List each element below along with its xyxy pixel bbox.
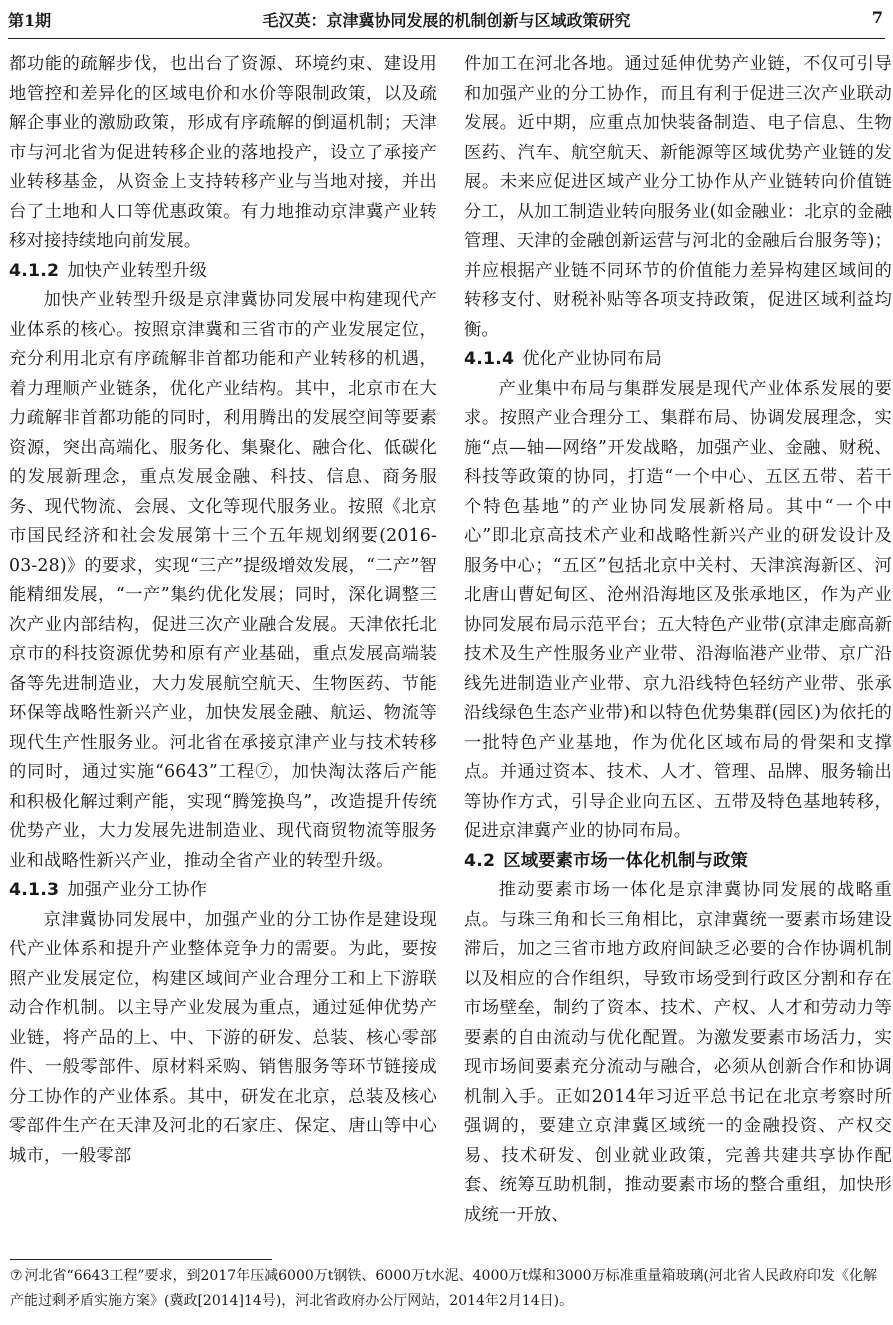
paragraph-text: ，加快淘汰落后产能和积极化解过剩产能，实现“腾笼换鸟”，改造提升传统优势产业，大力发展先进制造业、现代商贸物流等服务业和战略性新兴产业，推动全省产业的转型升级。 bbox=[9, 762, 437, 871]
section-heading-4-1-2 bbox=[9, 257, 437, 287]
running-header bbox=[0, 0, 893, 40]
paragraph: 推动要素市场一体化是京津冀协同发展的战略重点。与珠三角和长三角相比，京津冀统一要素市场建设滞后，加之三省市地方政府间缺乏必要的合作协调机制以及相应的合作组织，导致市场受到行政区分割和存在市场壁垒，制约了资本、技术、产权、人才和劳动力等要素的自由流动与优化配置。为激发要素市场活力，实现市场间要素充分流动与融合，必须从创新合作和协调机制入手。正如2014年习近平总书记在北京考察时所强调的，要建立京津冀区域统一的金融投资、产权交易、技术研发、创业就业政策，完善共建共享协作配套、统筹互助机制，推动要素市场的整合重组，加快形成统一开放、 bbox=[464, 880, 892, 1225]
section-number: 4.1.3 bbox=[9, 880, 60, 900]
section-number: 4.1.4 bbox=[464, 349, 515, 369]
paragraph: 京津冀协同发展中，加强产业的分工协作是建设现代产业体系和提升产业整体竞争力的需要。为此，要按照产业发展定位，构建区域间产业合理分工和上下游联动合作机制。以主导产业发展为重点，通过延伸优势产业链，将产品的上、中、下游的研发、总装、核心零部件、一般零部件、原材料采购、销售服务等环节链接成分工协作的产业体系。其中，研发在北京，总装及核心零部件生产在天津及河北的石家庄、保定、唐山等中心城市，一般零部 bbox=[9, 909, 437, 1166]
paragraph bbox=[9, 286, 437, 876]
footnote-divider bbox=[10, 1259, 272, 1260]
paragraph: 件加工在河北各地。通过延伸优势产业链，不仅可引导和加强产业的分工协作，而且有利于促进三次产业联动发展。近中期，应重点加快装备制造、电子信息、生物医药、汽车、航空航天、新能源等区域优势产业链的发展。未来应促进区域产业分工协作从产业链转向价值链分工，从加工制造业转向服务业(如金融业：北京的金融管理、天津的金融创新运营与河北的金融后台服务等)；并应根据产业链不同环节的价值能力差异构建区域间的转移支付、财税补贴等各项支持政策，促进区域利益均衡。 bbox=[464, 54, 892, 340]
footnote bbox=[10, 1264, 886, 1314]
section-title: 优化产业协同布局 bbox=[522, 349, 663, 369]
section-title: 加强产业分工协作 bbox=[67, 880, 208, 900]
section-number: 4.2 bbox=[464, 850, 496, 871]
left-column bbox=[9, 50, 437, 1171]
page-number: 7 bbox=[871, 8, 883, 27]
right-column bbox=[464, 50, 892, 1230]
section-heading-4-1-4 bbox=[464, 345, 892, 375]
footnote-text: 河北省“6643工程”要求，到2017年压减6000万t钢铁、6000万t水泥、4000万t煤和3000万标准重量箱玻璃(河北省人民政府印发《化解产能过剩矛盾实施方案》(冀政[2014]14号)，河北省政府办公厅网站，2014年2月14日)。 bbox=[10, 1268, 877, 1309]
paragraph-text: 加快产业转型升级是京津冀协同发展中构建现代产业体系的核心。按照京津冀和三省市的产业发展定位，充分利用北京有序疏解非首都功能和产业转移的机遇，着力理顺产业链条，优化产业结构。其中，北京市在大力疏解非首都功能的同时，利用腾出的发展空间等要素资源，突出高端化、服务化、集聚化、融合化、低碳化的发展新理念，重点发展金融、科技、信息、商务服务、现代物流、会展、文化等现代服务业。按照《北京市国民经济和社会发展第十三个五年规划纲要(2016-03-28)》的要求，实现“三产”提级增效发展，“二产”智能精细发展，“一产”集约优化发展；同时，深化调整三次产业内部结构，促进三次产业融合发展。天津依托北京市的科技资源优势和原有产业基础，重点发展高端装备等先进制造业，大力发展航空航天、生物医药、节能环保等战略性新兴产业，加快发展金融、航运、物流等现代生产性服务业。河北省在承接京津产业与技术转移的同时，通过实施“6643”工程 bbox=[9, 290, 437, 782]
section-title: 区域要素市场一体化机制与政策 bbox=[503, 850, 748, 871]
header-divider bbox=[8, 38, 885, 39]
paragraph: 都功能的疏解步伐，也出台了资源、环境约束、建设用地管控和差异化的区域电价和水价等限制政策，以及疏解企事业的激励政策，形成有序疏解的倒逼机制；天津市与河北省为促进转移企业的落地投产，设立了承接产业转移基金，从资金上支持转移产业与当地对接，并出台了土地和人口等优惠政策。有力地推动京津冀产业转移对接持续地向前发展。 bbox=[9, 54, 437, 251]
article-running-title: 毛汉英：京津冀协同发展的机制创新与区域政策研究 bbox=[262, 11, 631, 30]
section-number: 4.1.2 bbox=[9, 260, 60, 281]
journal-issue: 第1期 bbox=[8, 11, 52, 30]
section-title: 加快产业转型升级 bbox=[67, 260, 208, 281]
footnote-reference: ⑦ bbox=[255, 762, 274, 782]
paragraph: 产业集中布局与集群发展是现代产业体系发展的要求。按照产业合理分工、集群布局、协调发展理念，实施“点—轴—网络”开发战略，加强产业、金融、财税、科技等政策的协同，打造“一个中心、五区五带、若干个特色基地”的产业协同发展新格局。其中“一个中心”即北京高技术产业和战略性新兴产业的研发设计及服务中心；“五区”包括北京中关村、天津滨海新区、河北唐山曹妃甸区、沧州沿海地区及张承地区，作为产业协同发展布局示范平台；五大特色产业带(京津走廊高新技术及生产性服务业产业带、沿海临港产业带、京广沿线先进制造业产业带、京九沿线特色轻纺产业带、张承沿线绿色生态产业带)和以特色优势集群(园区)为依托的一批特色产业基地，作为优化区域布局的骨架和支撑点。并通过资本、技术、人才、管理、品牌、服务输出等协作方式，引导企业向五区、五带及特色基地转移，促进京津冀产业的协同布局。 bbox=[464, 378, 892, 841]
section-heading-4-2 bbox=[464, 847, 892, 877]
footnote-mark: ⑦ bbox=[10, 1268, 23, 1284]
section-heading-4-1-3 bbox=[9, 876, 437, 906]
